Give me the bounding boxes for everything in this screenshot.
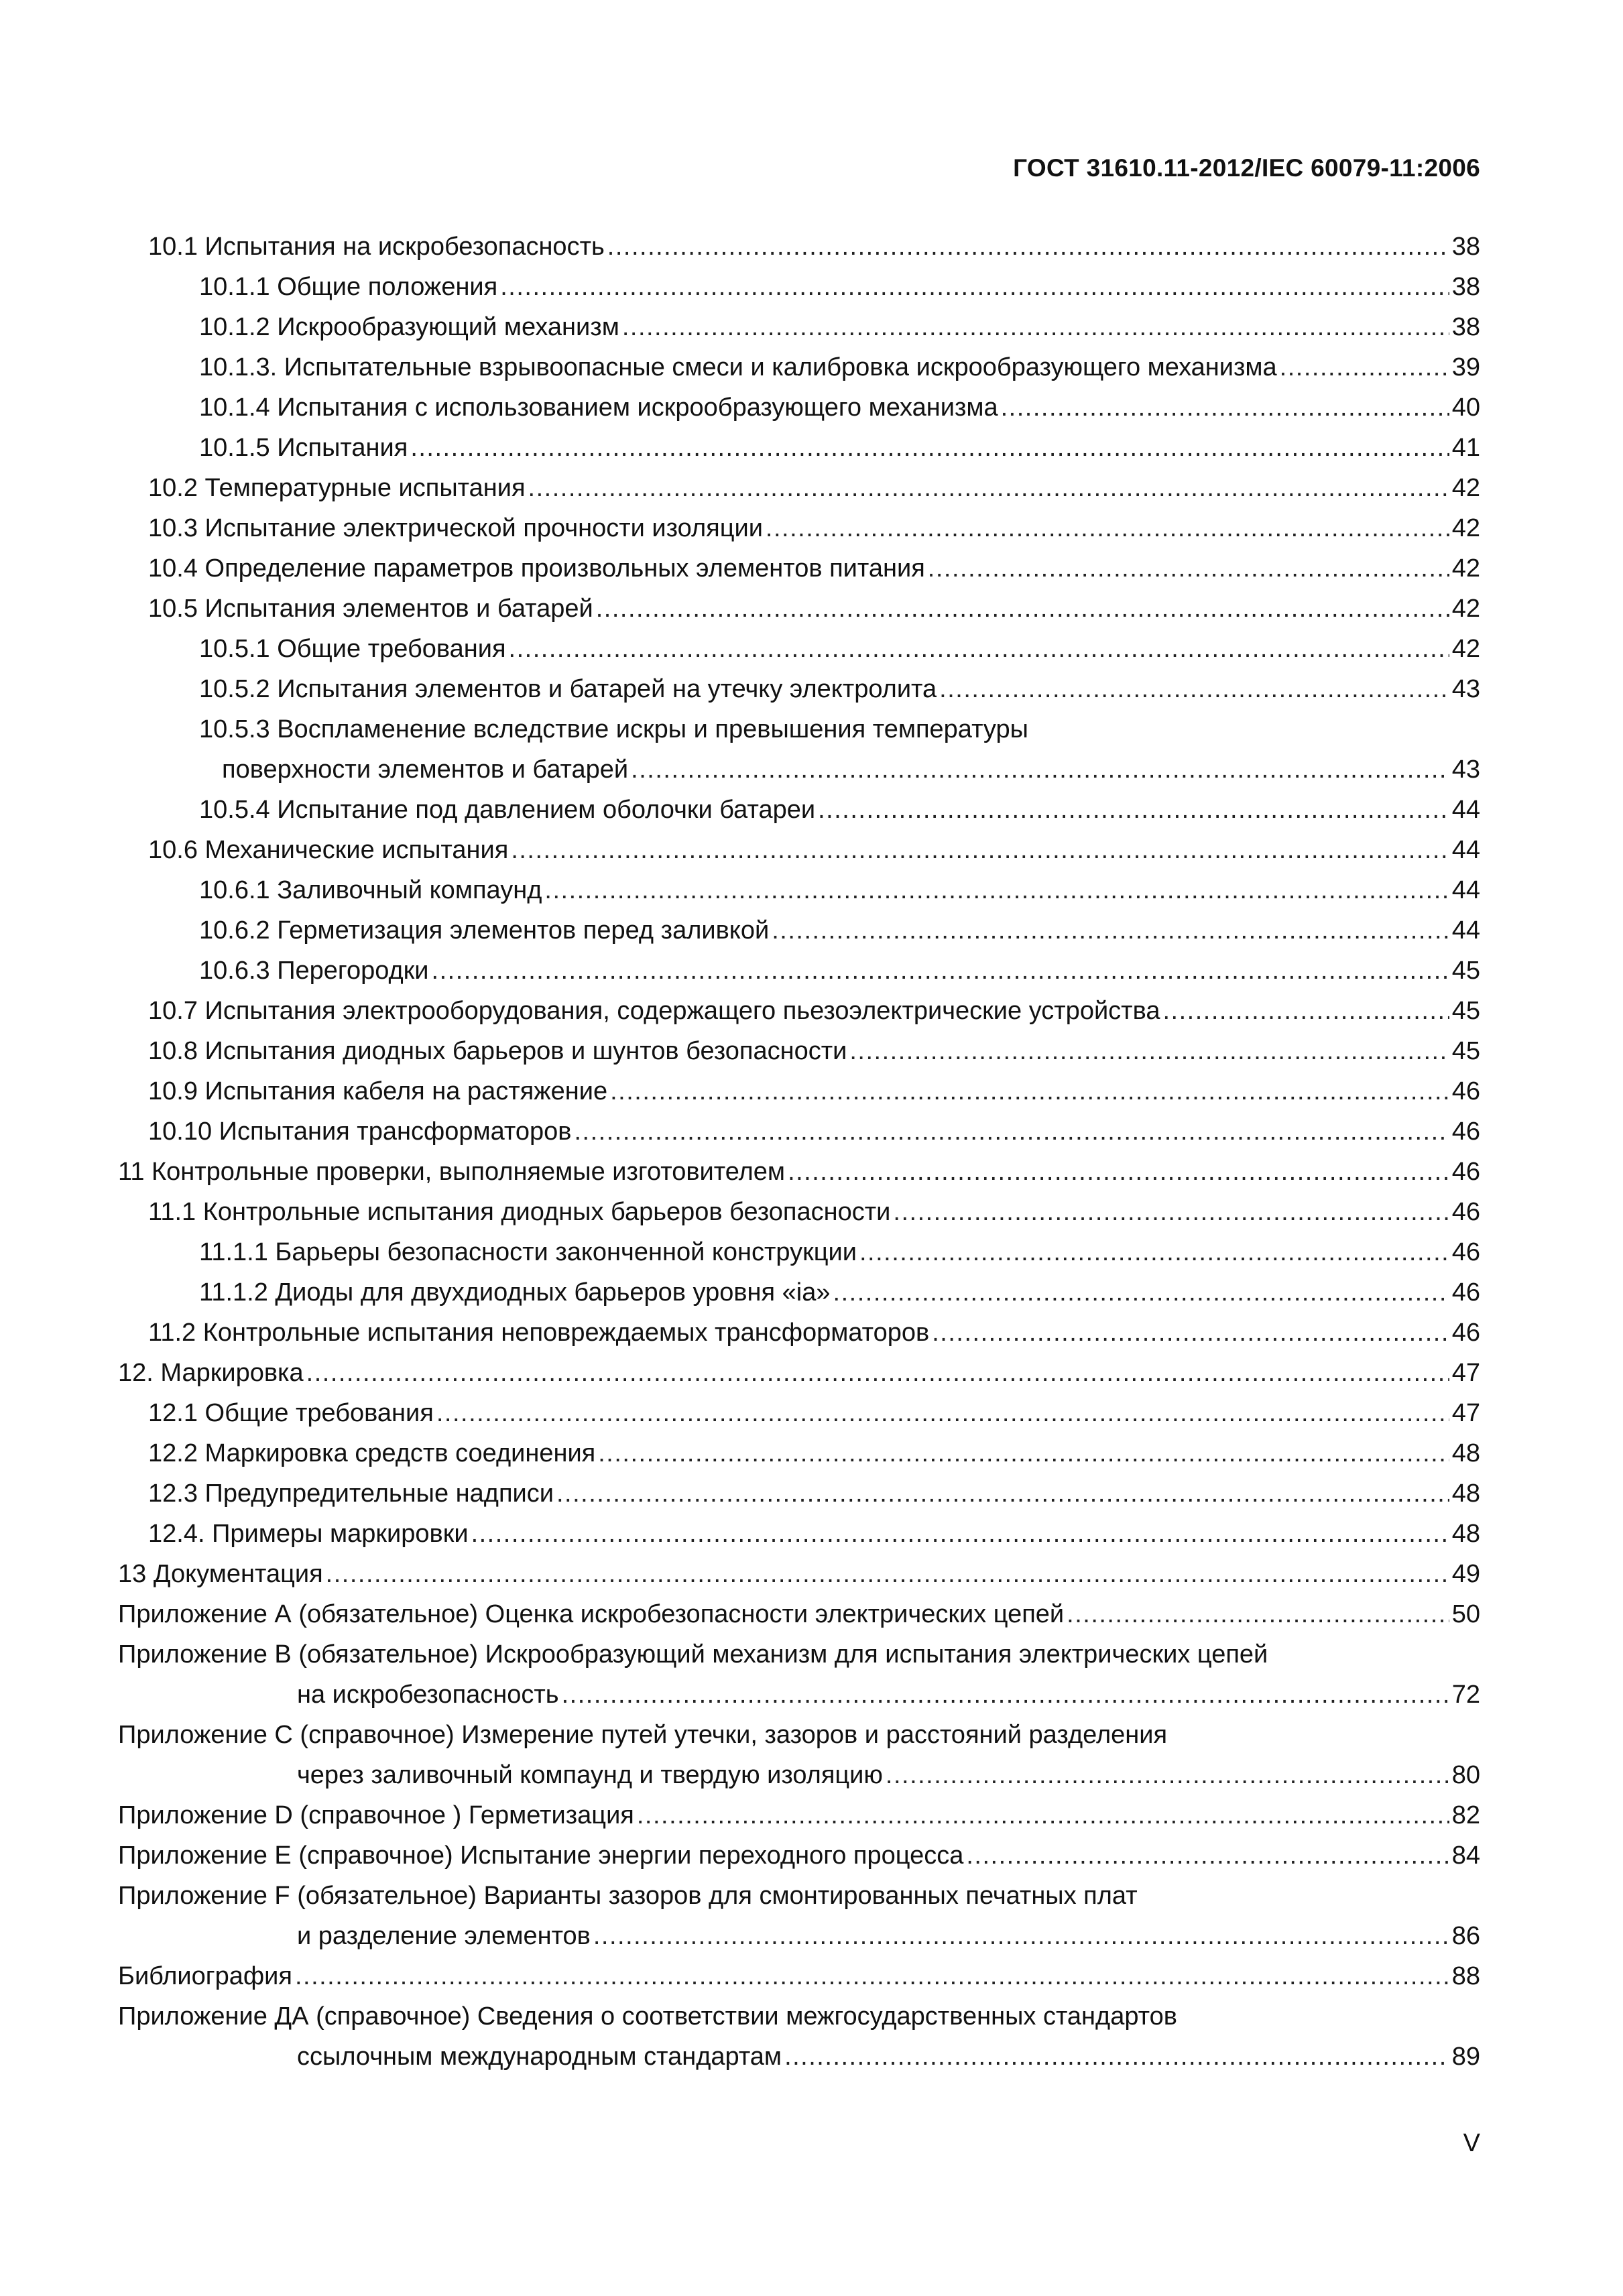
toc-entry-row	[297, 2037, 1480, 2077]
toc-entry	[118, 1111, 1480, 1152]
dot-leader	[929, 1313, 1449, 1353]
toc-entry	[118, 1594, 1480, 1634]
toc-entry-page: 46	[1451, 1198, 1480, 1226]
toc-entry	[118, 1554, 1480, 1594]
toc-entry	[118, 428, 1480, 468]
toc-entry	[118, 870, 1480, 910]
toc-entry-page: 89	[1451, 2043, 1480, 2071]
toc-entry-row	[148, 830, 1480, 870]
dot-leader	[1064, 1594, 1449, 1634]
toc-entry	[118, 1313, 1480, 1353]
dot-leader	[526, 468, 1449, 508]
toc-entry-page: 44	[1451, 796, 1480, 824]
toc-entry-title: 10.1 Испытания на искробезопасность	[148, 233, 605, 261]
toc-entry-title: 10.5 Испытания элементов и батарей	[148, 595, 593, 623]
toc-entry	[118, 589, 1480, 629]
toc-entry-title: 12.1 Общие требования	[148, 1399, 434, 1427]
toc-entry-title: 12.2 Маркировка средств соединения	[148, 1439, 596, 1467]
toc-entry-row	[199, 387, 1480, 428]
toc-entry-title: 11 Контрольные проверки, выполняемые изготовителем	[118, 1158, 786, 1186]
dot-leader	[925, 548, 1449, 589]
dot-leader	[963, 1835, 1449, 1876]
toc-entry	[118, 1514, 1480, 1554]
toc-entry-page: 49	[1451, 1560, 1480, 1588]
dot-leader	[323, 1554, 1449, 1594]
toc-entry-title: Приложение В (обязательное) Искрообразующий механизм для испытания электрических цепей	[118, 1640, 1268, 1669]
toc-entry-row	[222, 749, 1480, 790]
toc-entry-title: 10.6.1 Заливочный компаунд	[199, 876, 542, 904]
toc-entry	[118, 951, 1480, 991]
toc-entry-row	[148, 1514, 1480, 1554]
toc-entry-row	[118, 1956, 1480, 1996]
toc-entry	[118, 1071, 1480, 1111]
toc-entry-title: Приложение А (обязательное) Оценка искробезопасности электрических цепей	[118, 1600, 1065, 1628]
toc-entry-title: 10.1.1 Общие положения	[199, 273, 498, 301]
toc-entry-page: 40	[1451, 394, 1480, 422]
toc-entry	[118, 387, 1480, 428]
dot-leader	[785, 1152, 1449, 1192]
toc-entry-title: 11.2 Контрольные испытания неповреждаемых трансформаторов	[148, 1319, 930, 1347]
dot-leader	[628, 749, 1449, 790]
toc-entry-title: 10.1.4 Испытания с использованием искрообразующего механизма	[199, 394, 998, 422]
toc-entry-row	[199, 629, 1480, 669]
toc-entry-row	[148, 1473, 1480, 1514]
toc-entry-title: 10.6.2 Герметизация элементов перед заливкой	[199, 916, 770, 945]
toc-entry-row	[148, 1192, 1480, 1232]
dot-leader	[434, 1393, 1449, 1433]
toc-entry-title: Приложение Е (справочное) Испытание энергии переходного процесса	[118, 1841, 964, 1870]
toc-entry	[118, 669, 1480, 709]
toc-entry	[118, 1835, 1480, 1876]
toc-entry-title: Приложение F (обязательное) Варианты зазоров для смонтированных печатных плат	[118, 1882, 1138, 1910]
dot-leader	[429, 951, 1449, 991]
dot-leader	[508, 830, 1449, 870]
dot-leader	[469, 1514, 1449, 1554]
toc-entry-row	[199, 951, 1480, 991]
toc-entry	[118, 629, 1480, 669]
toc-entry	[118, 790, 1480, 830]
toc-entry-row	[118, 1554, 1480, 1594]
dot-leader	[883, 1755, 1449, 1795]
toc-entry-page: 80	[1451, 1761, 1480, 1789]
toc-entry-page: 39	[1451, 353, 1480, 381]
toc-entry-title: 10.1.3. Испытательные взрывоопасные смеси и калибровка искрообразующего механизма	[199, 353, 1277, 381]
toc-entry-page: 45	[1451, 1037, 1480, 1065]
toc-entry-title: 10.1.5 Испытания	[199, 434, 408, 462]
toc-entry-page: 47	[1451, 1399, 1480, 1427]
toc-entry-page: 50	[1451, 1600, 1480, 1628]
toc-entry-title: 10.7 Испытания электрооборудования, содержащего пьезоэлектрические устройства	[148, 997, 1160, 1025]
toc-entry-page: 42	[1451, 474, 1480, 502]
toc-entry	[118, 347, 1480, 387]
toc-entry-title: 10.3 Испытание электрической прочности изоляции	[148, 514, 763, 542]
dot-leader	[559, 1675, 1449, 1715]
toc-entry-page: 43	[1451, 675, 1480, 703]
dot-leader	[506, 629, 1449, 669]
toc-entry	[118, 468, 1480, 508]
toc-entry-title-continuation: поверхности элементов и батарей	[222, 756, 629, 784]
toc-entry	[118, 1152, 1480, 1192]
toc-entry-row	[148, 227, 1480, 267]
toc-entry	[118, 1031, 1480, 1071]
toc-entry-page: 84	[1451, 1841, 1480, 1870]
toc-entry-row	[199, 1232, 1480, 1272]
dot-leader	[998, 387, 1449, 428]
toc-entry-title: 10.1.2 Искрообразующий механизм	[199, 313, 619, 341]
toc-entry-title-continuation: ссылочным международным стандартам	[297, 2043, 782, 2071]
toc-entry-title: 12.3 Предупредительные надписи	[148, 1479, 554, 1508]
toc-entry	[118, 1876, 1480, 1956]
toc-entry-row	[148, 1393, 1480, 1433]
toc-entry-row	[148, 548, 1480, 589]
dot-leader	[831, 1272, 1449, 1313]
toc-entry-page: 48	[1451, 1439, 1480, 1467]
toc-entry	[118, 830, 1480, 870]
toc-entry-row	[199, 307, 1480, 347]
toc-entry-page: 72	[1451, 1681, 1480, 1709]
toc-entry-page: 38	[1451, 273, 1480, 301]
toc-entry	[118, 910, 1480, 951]
dot-leader	[591, 1916, 1449, 1956]
toc-entry-title: 11.1.1 Барьеры безопасности законченной конструкции	[199, 1238, 857, 1266]
toc-entry-title: 13 Документация	[118, 1560, 323, 1588]
toc-entry-row	[148, 991, 1480, 1031]
toc-entry	[118, 1353, 1480, 1393]
toc-entry-row	[199, 870, 1480, 910]
toc-entry-row	[118, 1835, 1480, 1876]
toc-entry-row	[118, 1795, 1480, 1835]
toc-entry	[118, 548, 1480, 589]
toc-entry-row	[148, 468, 1480, 508]
dot-leader	[815, 790, 1449, 830]
toc-entry-title: 10.2 Температурные испытания	[148, 474, 526, 502]
toc-entry	[118, 508, 1480, 548]
dot-leader	[619, 307, 1449, 347]
toc-entry-title: 12.4. Примеры маркировки	[148, 1520, 469, 1548]
toc-entry-title: 10.10 Испытания трансформаторов	[148, 1117, 572, 1146]
toc-entry	[118, 991, 1480, 1031]
toc-entry-page: 42	[1451, 595, 1480, 623]
toc-entry	[118, 1996, 1480, 2077]
toc-entry-title: 10.9 Испытания кабеля на растяжение	[148, 1077, 608, 1105]
dot-leader	[304, 1353, 1449, 1393]
toc-entry-title: 11.1.2 Диоды для двухдиодных барьеров уровня «ia»	[199, 1278, 831, 1307]
toc-entry-row	[118, 1353, 1480, 1393]
dot-leader	[857, 1232, 1449, 1272]
page-header: ГОСТ 31610.11-2012/IEC 60079-11:2006	[1013, 154, 1480, 182]
toc-entry-page: 42	[1451, 554, 1480, 583]
toc-entry-row	[199, 910, 1480, 951]
dot-leader	[634, 1795, 1449, 1835]
dot-leader	[890, 1192, 1449, 1232]
toc-entry-page: 48	[1451, 1520, 1480, 1548]
toc-entry	[118, 1433, 1480, 1473]
toc-entry	[118, 1232, 1480, 1272]
toc-entry	[118, 1473, 1480, 1514]
toc-entry-row	[148, 589, 1480, 629]
dot-leader	[1277, 347, 1449, 387]
dot-leader	[937, 669, 1449, 709]
toc-entry	[118, 307, 1480, 347]
toc-entry-title: 10.5.2 Испытания элементов и батарей на утечку электролита	[199, 675, 937, 703]
dot-leader	[769, 910, 1449, 951]
toc-entry-title: Приложение D (справочное ) Герметизация	[118, 1801, 634, 1829]
toc-entry-title: 10.6.3 Перегородки	[199, 957, 429, 985]
toc-entry-title: 10.5.4 Испытание под давлением оболочки батареи	[199, 796, 816, 824]
toc-entry-page: 46	[1451, 1077, 1480, 1105]
toc-entry-title: 10.8 Испытания диодных барьеров и шунтов безопасности	[148, 1037, 847, 1065]
toc-entry-row	[199, 669, 1480, 709]
page-number: V	[1463, 2129, 1480, 2157]
toc-entry-page: 44	[1451, 916, 1480, 945]
toc-entry-row	[297, 1675, 1480, 1715]
dot-leader	[605, 227, 1449, 267]
toc-entry-page: 48	[1451, 1479, 1480, 1508]
toc-entry	[118, 227, 1480, 267]
toc-entry	[118, 1795, 1480, 1835]
dot-leader	[408, 428, 1449, 468]
toc-entry-title: Приложение ДА (справочное) Сведения о соответствии межгосударственных стандартов	[118, 2002, 1177, 2031]
toc-entry	[118, 709, 1480, 790]
toc-entry-page: 38	[1451, 233, 1480, 261]
toc-entry-row	[297, 1755, 1480, 1795]
toc-entry-row	[118, 1594, 1480, 1634]
dot-leader	[542, 870, 1449, 910]
toc-entry-row	[148, 1071, 1480, 1111]
toc-entry-row	[148, 1433, 1480, 1473]
toc-entry-page: 86	[1451, 1922, 1480, 1950]
toc-entry-page: 45	[1451, 997, 1480, 1025]
toc-entry-page: 44	[1451, 876, 1480, 904]
dot-leader	[763, 508, 1449, 548]
toc-entry-row	[148, 1031, 1480, 1071]
toc-entry-row	[199, 1272, 1480, 1313]
toc-entry-row	[199, 428, 1480, 468]
toc-entry	[118, 1272, 1480, 1313]
dot-leader	[847, 1031, 1449, 1071]
dot-leader	[554, 1473, 1449, 1514]
toc-entry-title: 10.5.3 Воспламенение вследствие искры и превышения температуры	[199, 715, 1028, 743]
dot-leader	[572, 1111, 1449, 1152]
dot-leader	[607, 1071, 1449, 1111]
toc-entry-page: 46	[1451, 1278, 1480, 1307]
toc-entry-title: Библиография	[118, 1962, 292, 1990]
toc-entry	[118, 1956, 1480, 1996]
toc-entry-row	[148, 1111, 1480, 1152]
toc-entry-row	[199, 347, 1480, 387]
toc-entry-row	[199, 790, 1480, 830]
toc-entry-row	[148, 508, 1480, 548]
table-of-contents	[118, 227, 1480, 2077]
toc-entry	[118, 1634, 1480, 1715]
toc-entry-page: 46	[1451, 1117, 1480, 1146]
toc-entry	[118, 267, 1480, 307]
toc-entry-title-continuation: на искробезопасность	[297, 1681, 559, 1709]
toc-entry-title: 10.4 Определение параметров произвольных элементов питания	[148, 554, 925, 583]
toc-entry-title: 12. Маркировка	[118, 1359, 304, 1387]
dot-leader	[497, 267, 1449, 307]
toc-entry-page: 46	[1451, 1238, 1480, 1266]
dot-leader	[595, 1433, 1449, 1473]
dot-leader	[782, 2037, 1449, 2077]
toc-entry-page: 82	[1451, 1801, 1480, 1829]
toc-entry-page: 88	[1451, 1962, 1480, 1990]
toc-entry	[118, 1393, 1480, 1433]
toc-entry-row	[297, 1916, 1480, 1956]
toc-entry	[118, 1715, 1480, 1795]
toc-entry-row	[118, 1152, 1480, 1192]
toc-entry-page: 45	[1451, 957, 1480, 985]
toc-entry-page: 44	[1451, 836, 1480, 864]
toc-entry-title: 10.6 Механические испытания	[148, 836, 509, 864]
toc-entry-page: 41	[1451, 434, 1480, 462]
toc-entry-page: 47	[1451, 1359, 1480, 1387]
toc-entry-page: 46	[1451, 1158, 1480, 1186]
toc-entry-row	[148, 1313, 1480, 1353]
toc-entry-title: 11.1 Контрольные испытания диодных барьеров безопасности	[148, 1198, 891, 1226]
toc-entry-page: 38	[1451, 313, 1480, 341]
toc-entry-title: 10.5.1 Общие требования	[199, 635, 506, 663]
toc-entry-page: 43	[1451, 756, 1480, 784]
toc-entry-title-continuation: и разделение элементов	[297, 1922, 591, 1950]
toc-entry-page: 42	[1451, 514, 1480, 542]
toc-entry-page: 42	[1451, 635, 1480, 663]
dot-leader	[292, 1956, 1449, 1996]
toc-entry	[118, 1192, 1480, 1232]
toc-entry-row	[199, 267, 1480, 307]
dot-leader	[1160, 991, 1449, 1031]
toc-entry-title-continuation: через заливочный компаунд и твердую изоляцию	[297, 1761, 883, 1789]
toc-entry-page: 46	[1451, 1319, 1480, 1347]
toc-entry-title: Приложение С (справочное) Измерение путей утечки, зазоров и расстояний разделения	[118, 1721, 1168, 1749]
dot-leader	[593, 589, 1449, 629]
